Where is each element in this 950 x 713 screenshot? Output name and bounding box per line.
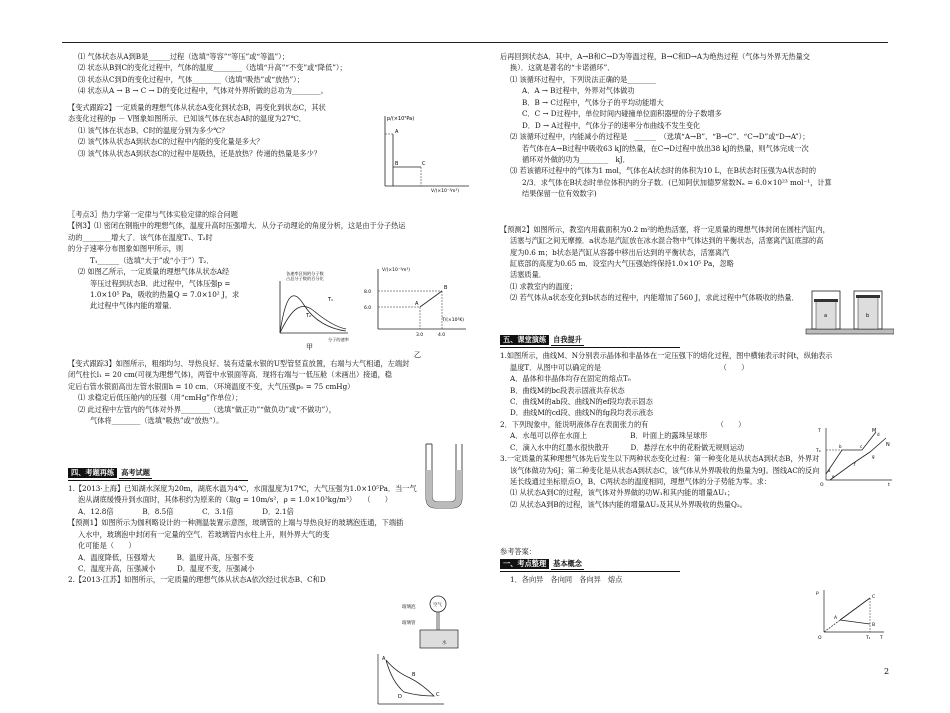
q5-3-line: 延长线通过坐标原点O，B、C两状态的温度相同，理想气体的分子势能为零。求： [510, 477, 772, 486]
cyl-a: a [824, 313, 828, 319]
sec4-heading [68, 468, 478, 479]
jia-title-2: 占总分子数的百分比 [286, 276, 324, 281]
sec4-rule [68, 480, 248, 481]
ans-sec-label: 一、考点整理 [500, 559, 549, 569]
pt-a: A [834, 616, 838, 621]
q1-item: ⑶ 状态从C到D的变化过程中，气体________（选填“吸热”或“放热”）； [78, 74, 304, 84]
header-rule [62, 42, 888, 43]
bianshi2-line: ⑶ 该气体从状态A到状态C的过程中是吸热，还是放热？传递的热量是多少？ [78, 148, 321, 158]
yuce1-block [68, 518, 478, 574]
melt-e: e [832, 474, 835, 479]
bianshi2-line: ⑴ 该气体在状态B、C时的温度分别为多少℃？ [78, 125, 229, 135]
yi-val-3: 3.0 [416, 333, 424, 338]
melt-g: g [872, 454, 875, 459]
page-number: 2 [884, 667, 890, 676]
carnot-b: B [412, 672, 416, 678]
pt-o: O [818, 636, 822, 641]
yuce1-line: C．温度升高，压强减小 D．温度不变，压强减小 [78, 564, 255, 573]
sec5-rule [500, 347, 680, 348]
fig-jia-label: 甲 [306, 343, 313, 351]
jia-title-1: 各速率区间的分子数 [286, 271, 324, 276]
melt-b: b [839, 444, 842, 449]
fig-jia [270, 271, 352, 351]
cont-line: 换）．这就是著名的“卡诺循环”． [510, 63, 615, 73]
pv-ylabel: p/(×10⁵Pa) [387, 116, 415, 122]
bianshi3-line: ⑴ 求稳定后低压舱内的压强（用“cmHg”作单位）； [78, 393, 243, 403]
shanghai-line: 泡从湖底缓慢升到水面时，其体积约为原来的（取g = 10m/s²，ρ = 1.0×10³kg/m³） （ ） [78, 495, 392, 505]
melt-m: M [872, 428, 877, 434]
yuce2-line: 【预测2】如图所示，教室内用截面积为0.2 m²的绝热活塞，将一定质量的理想气体封闭在圆柱汽缸内， [500, 224, 830, 234]
bianshi3-line: ⑵ 此过程中左管内的气体对外界________（选填“做正功”“做负功”或“不做功”）， [78, 404, 336, 414]
ans-line: 1．各向异 各向同 各向异 熔点 [510, 575, 623, 585]
yuce1-line: 【预测1】如图所示为伽利略设计的一种测温装置示意图，玻璃管的上端与导热良好的玻璃泡连通，下端插 [68, 518, 404, 528]
li3-line: 1.0×10⁵ Pa，吸收的热量Q = 7.0×10² J，求 [90, 290, 240, 299]
q5-3-line: 3.一定质量的某种理想气体先后发生以下两种状态变化过程：第一种变化是从状态A到状态B，外界对 [500, 454, 820, 464]
li3-line: ⑵ 如图乙所示，一定质量的理想气体从状态A经 [78, 267, 230, 277]
q-shanghai [68, 484, 478, 517]
melting-curves [816, 424, 896, 486]
carnot-c: C [436, 692, 440, 698]
bianshi3-line: 气体将________（选填“吸热”或“放热”）。 [90, 416, 224, 426]
pt-b: B [872, 623, 876, 628]
cont-item: D．D → A过程中，气体分子的速率分布曲线不发生变化 [522, 120, 701, 130]
q5-3-line: ⑴ 从状态A到C的过程，该气体对外界做的功W₁和其内能的增量ΔU₁； [510, 488, 735, 498]
yuce1-line: 入水中，玻璃泡中封闭有一定量的空气．若玻璃管内水柱上升，则外界大气的变 [78, 529, 330, 539]
cont-item: 若气体在A→B过程中吸收63 kJ的热量，在C→D过程中放出38 kJ的热量，则气体完成一次 [522, 143, 809, 153]
sec5-label: 五、课堂演练 [500, 335, 549, 345]
sec4-label: 四、考题再练 [68, 468, 117, 478]
yi-point-b: B [444, 285, 448, 291]
q5-2-line: C．滴入水中的红墨水很快散开 D．悬浮在水中的花粉做无规则运动 [510, 442, 745, 452]
cyl-b: b [866, 313, 870, 319]
yuce2-line: 缸底部的高度为0.65 m．设室内大气压强始终保持1.0×10⁵ Pa，忽略 [510, 259, 734, 268]
yi-val-4: 4.0 [438, 333, 446, 338]
galileo-tube: 玻璃管 [402, 621, 416, 626]
melt-d: d [877, 432, 880, 437]
li3-line: 动的________增大了．该气体在温度T₁、T₂时 [68, 232, 213, 242]
carnot-a: A [382, 656, 386, 662]
cont-line: 后再回到状态A．其中，A→B和C→D为等温过程，B→C和D→A为绝热过程（气体与外界无热量交 [500, 52, 810, 61]
answers-title: 参考答案： [500, 547, 536, 557]
fig-yi-label: 乙 [414, 351, 421, 359]
pt-c: C [872, 595, 876, 600]
bianshi3-block [68, 359, 478, 427]
ans-rule [500, 571, 680, 572]
yuce2-line: ⑴ 求教室内的温度； [510, 281, 577, 291]
pt-t: T [880, 636, 883, 641]
yi-xlabel: T/(×10²K) [442, 318, 465, 323]
pt-t1: T₁ [866, 636, 871, 641]
q5-3-line: 该气体做功为6J；第二种变化是从状态A到状态C，该气体从外界吸收的热量为9J。图线AC的反向 [510, 465, 820, 475]
q5-1-line: 温度T．从图中可以确定的是 （ ） [510, 362, 749, 372]
carnot-d: D [398, 694, 402, 700]
pv-point-a: A [395, 129, 399, 135]
bianshi2-line: ⑵ 该气体从状态A到状态C的过程中内能的变化量是多大？ [78, 137, 264, 147]
q-jiangsu: 2.【2013·江苏】如图所示，一定质量的理想气体从状态A依次经过状态B、C和D [68, 575, 326, 585]
li3-line: 此过程中气体内能的增量． [90, 301, 177, 311]
shanghai-line: A．12.8倍 B．8.5倍 C．3.1倍 D．2.1倍 [78, 506, 294, 516]
q5-3-line: ⑵ 从状态A到B的过程，该气体内能的增量ΔU₂及其从外界吸收的热量Q₂。 [510, 499, 747, 509]
pt-p: p [816, 591, 819, 596]
q1-item: ⑴ 气体状态从A到B是______过程（选填“等容”“等压”或“等温”）； [78, 52, 289, 61]
sec5-sub: 自我提升 [551, 335, 584, 346]
cont-item: C．C → D过程中，单位时间内碰撞单位面积器壁的分子数增多 [522, 109, 722, 119]
yuce1-line: 化可能是（ ） [78, 541, 136, 551]
yuce2-line: ⑵ 若气体从a状态变化到b状态的过程中，内能增加了560 J，求此过程中气体吸收的热量． [510, 293, 799, 303]
jia-xlabel: 分子的速率 [328, 337, 349, 342]
yi-val-8: 8.0 [364, 290, 372, 295]
galileo-air: 空气 [433, 603, 442, 608]
yi-val-6: 6.0 [364, 306, 372, 311]
li3-line: 的分子速率分布图象如图甲所示，则 [68, 244, 184, 254]
q5-2-line: A．水黾可以停在水面上 B．叶面上的露珠呈球形 [510, 431, 708, 441]
q1-item: ⑵ 状态从B到C的变化过程中，气体的温度________（选填“升高”“不变”或“降低”）； [78, 63, 347, 73]
u-tube [418, 440, 470, 512]
yi-point-a: A [415, 301, 419, 307]
q5-1-line: B．曲线M的bc段表示固液共存状态 [510, 385, 625, 395]
yuce1-line: A．温度降低，压强增大 B．温度升高，压强不变 [78, 552, 254, 562]
li3-line: T₁______（选填“大于”或“小于”）T₂． [90, 255, 214, 265]
kaodian3-title: 〖考点3〗热力学第一定律与气体实验定律的综合问题 [68, 209, 238, 219]
q5-1 [500, 351, 890, 419]
melt-time-axis: t [888, 483, 890, 486]
melt-c: c [860, 444, 863, 449]
li3-line: 等压过程到状态B．此过程中，气体压强p = [90, 278, 231, 288]
melt-a: a [828, 468, 831, 473]
cont-item: ⑴ 该循环过程中，下列说法正确的是________ [510, 74, 657, 84]
q5-2-line: 2．下列现象中，能说明液体存在表面张力的有 （ ） [500, 419, 746, 429]
shanghai-line: 1.【2013·上海】已知湖水深度为20m，湖底水温为4℃，水面温度为17℃，大气压强为1.0×10⁵Pa．当一气 [68, 483, 417, 493]
li3-line: 【例3】⑴ 密闭在钢瓶中的理想气体，温度升高时压强增大．从分子动理论的角度分析，这是由于分子热运 [68, 221, 406, 231]
yi-ylabel: V/(×10⁻³m³) [382, 268, 410, 273]
q1-item: ⑷ 状态从A → B → C → D的变化过程中，气体对外界所做的总功为________。 [78, 86, 328, 96]
pv-point-b: B [395, 161, 399, 167]
galileo-bulb: 玻璃泡 [402, 605, 416, 610]
cont-item: ⑶ 若该循环过程中的气体为1 mol，气体在A状态时的体积为10 L，在B状态时压强为A状态时的 [510, 166, 817, 176]
cylinders [802, 283, 894, 341]
fig-yi [360, 263, 472, 363]
melt-f: f [854, 462, 856, 467]
pv-point-c: C [422, 161, 426, 167]
ans-heading [500, 559, 890, 570]
melt-origin: O [820, 483, 824, 486]
ans-sec-sub: 基本概念 [551, 559, 584, 570]
jia-curve-t2: T₂ [306, 313, 312, 319]
cont-item: A．A → B过程中，外界对气体做功 [522, 86, 635, 96]
bianshi3-line: 闭气柱长l₁ = 20 cm(可视为理想气体)，两管中水银面等高．现将右端与一低压舱（未画出）接通，稳 [68, 370, 392, 380]
q1-block [68, 52, 478, 97]
pv-xlabel: V/(×10⁻³m³) [431, 189, 459, 194]
melt-t0: T₀ [816, 449, 821, 454]
jia-curve-t1: T₁ [328, 297, 334, 303]
galileo-thermometer [402, 594, 464, 652]
sec4-sub: 高考试题 [119, 468, 152, 479]
melt-t-axis: T [818, 429, 821, 434]
galileo-water: 水 [442, 641, 447, 646]
cont-item: 2/3．求气体在B状态时单位体积内的分子数．(已知阿伏加德罗常数Nₐ = 6.0×10²³ mol⁻¹，计算 [522, 177, 832, 187]
cont-item: 循环对外做的功为________ kJ． [522, 154, 630, 164]
bianshi3-line: 定后右管水银面高出左管水银面h = 10 cm．（环境温度不变，大气压强p₀ = 75 cmHg） [68, 381, 355, 391]
pv-graph [373, 112, 473, 194]
yuce2-line: 度为0.6 m；b状态是汽缸从容器中移出后达到的平衡状态，活塞离汽 [510, 247, 730, 257]
cont-item: ⑵ 该循环过程中，内能减小的过程是 ______ （选填“A→B”、“B→C”、“C→D”或“D→A”）； [510, 132, 810, 142]
cont-item: B．B → C过程中，气体分子的平均动能增大 [522, 97, 664, 107]
q5-1-line: 1.如图所示，曲线M、N分别表示晶体和非晶体在一定压强下的熔化过程，图中横轴表示时间t，纵轴表示 [500, 351, 833, 361]
carnot-cycle [370, 652, 448, 710]
q5-1-line: D．曲线M的cd段、曲线N的fg段均表示液态 [510, 408, 654, 418]
bianshi3-line: 【变式跟踪3】如图所示，粗细均匀、导热良好、装有适量水银的U型管竖直放置，右端与大气相通，左端封 [68, 358, 410, 368]
melt-n: N [886, 442, 890, 448]
pt-graph [814, 586, 888, 642]
yuce2-line: 活塞质量． [510, 270, 546, 280]
bianshi2-line: 【变式跟踪2】一定质量的理想气体从状态A变化到状态B，再变化到状态C，其状 [68, 102, 326, 112]
bianshi2-line: 态变化过程的p － V图象如图所示．已知该气体在状态A时的温度为27℃． [68, 114, 306, 124]
cont-item: 结果保留一位有效数字) [522, 189, 597, 199]
q5-1-line: C．曲线M的ab段、曲线N的ef段均表示固态 [510, 396, 653, 406]
q5-1-line: A．晶体和非晶体均存在固定的熔点T₀ [510, 374, 631, 384]
yuce2-line: 活塞与汽缸之间无摩擦．a状态是汽缸放在冰水混合物中气体达到的平衡状态，活塞离汽缸底部的高 [510, 236, 824, 246]
